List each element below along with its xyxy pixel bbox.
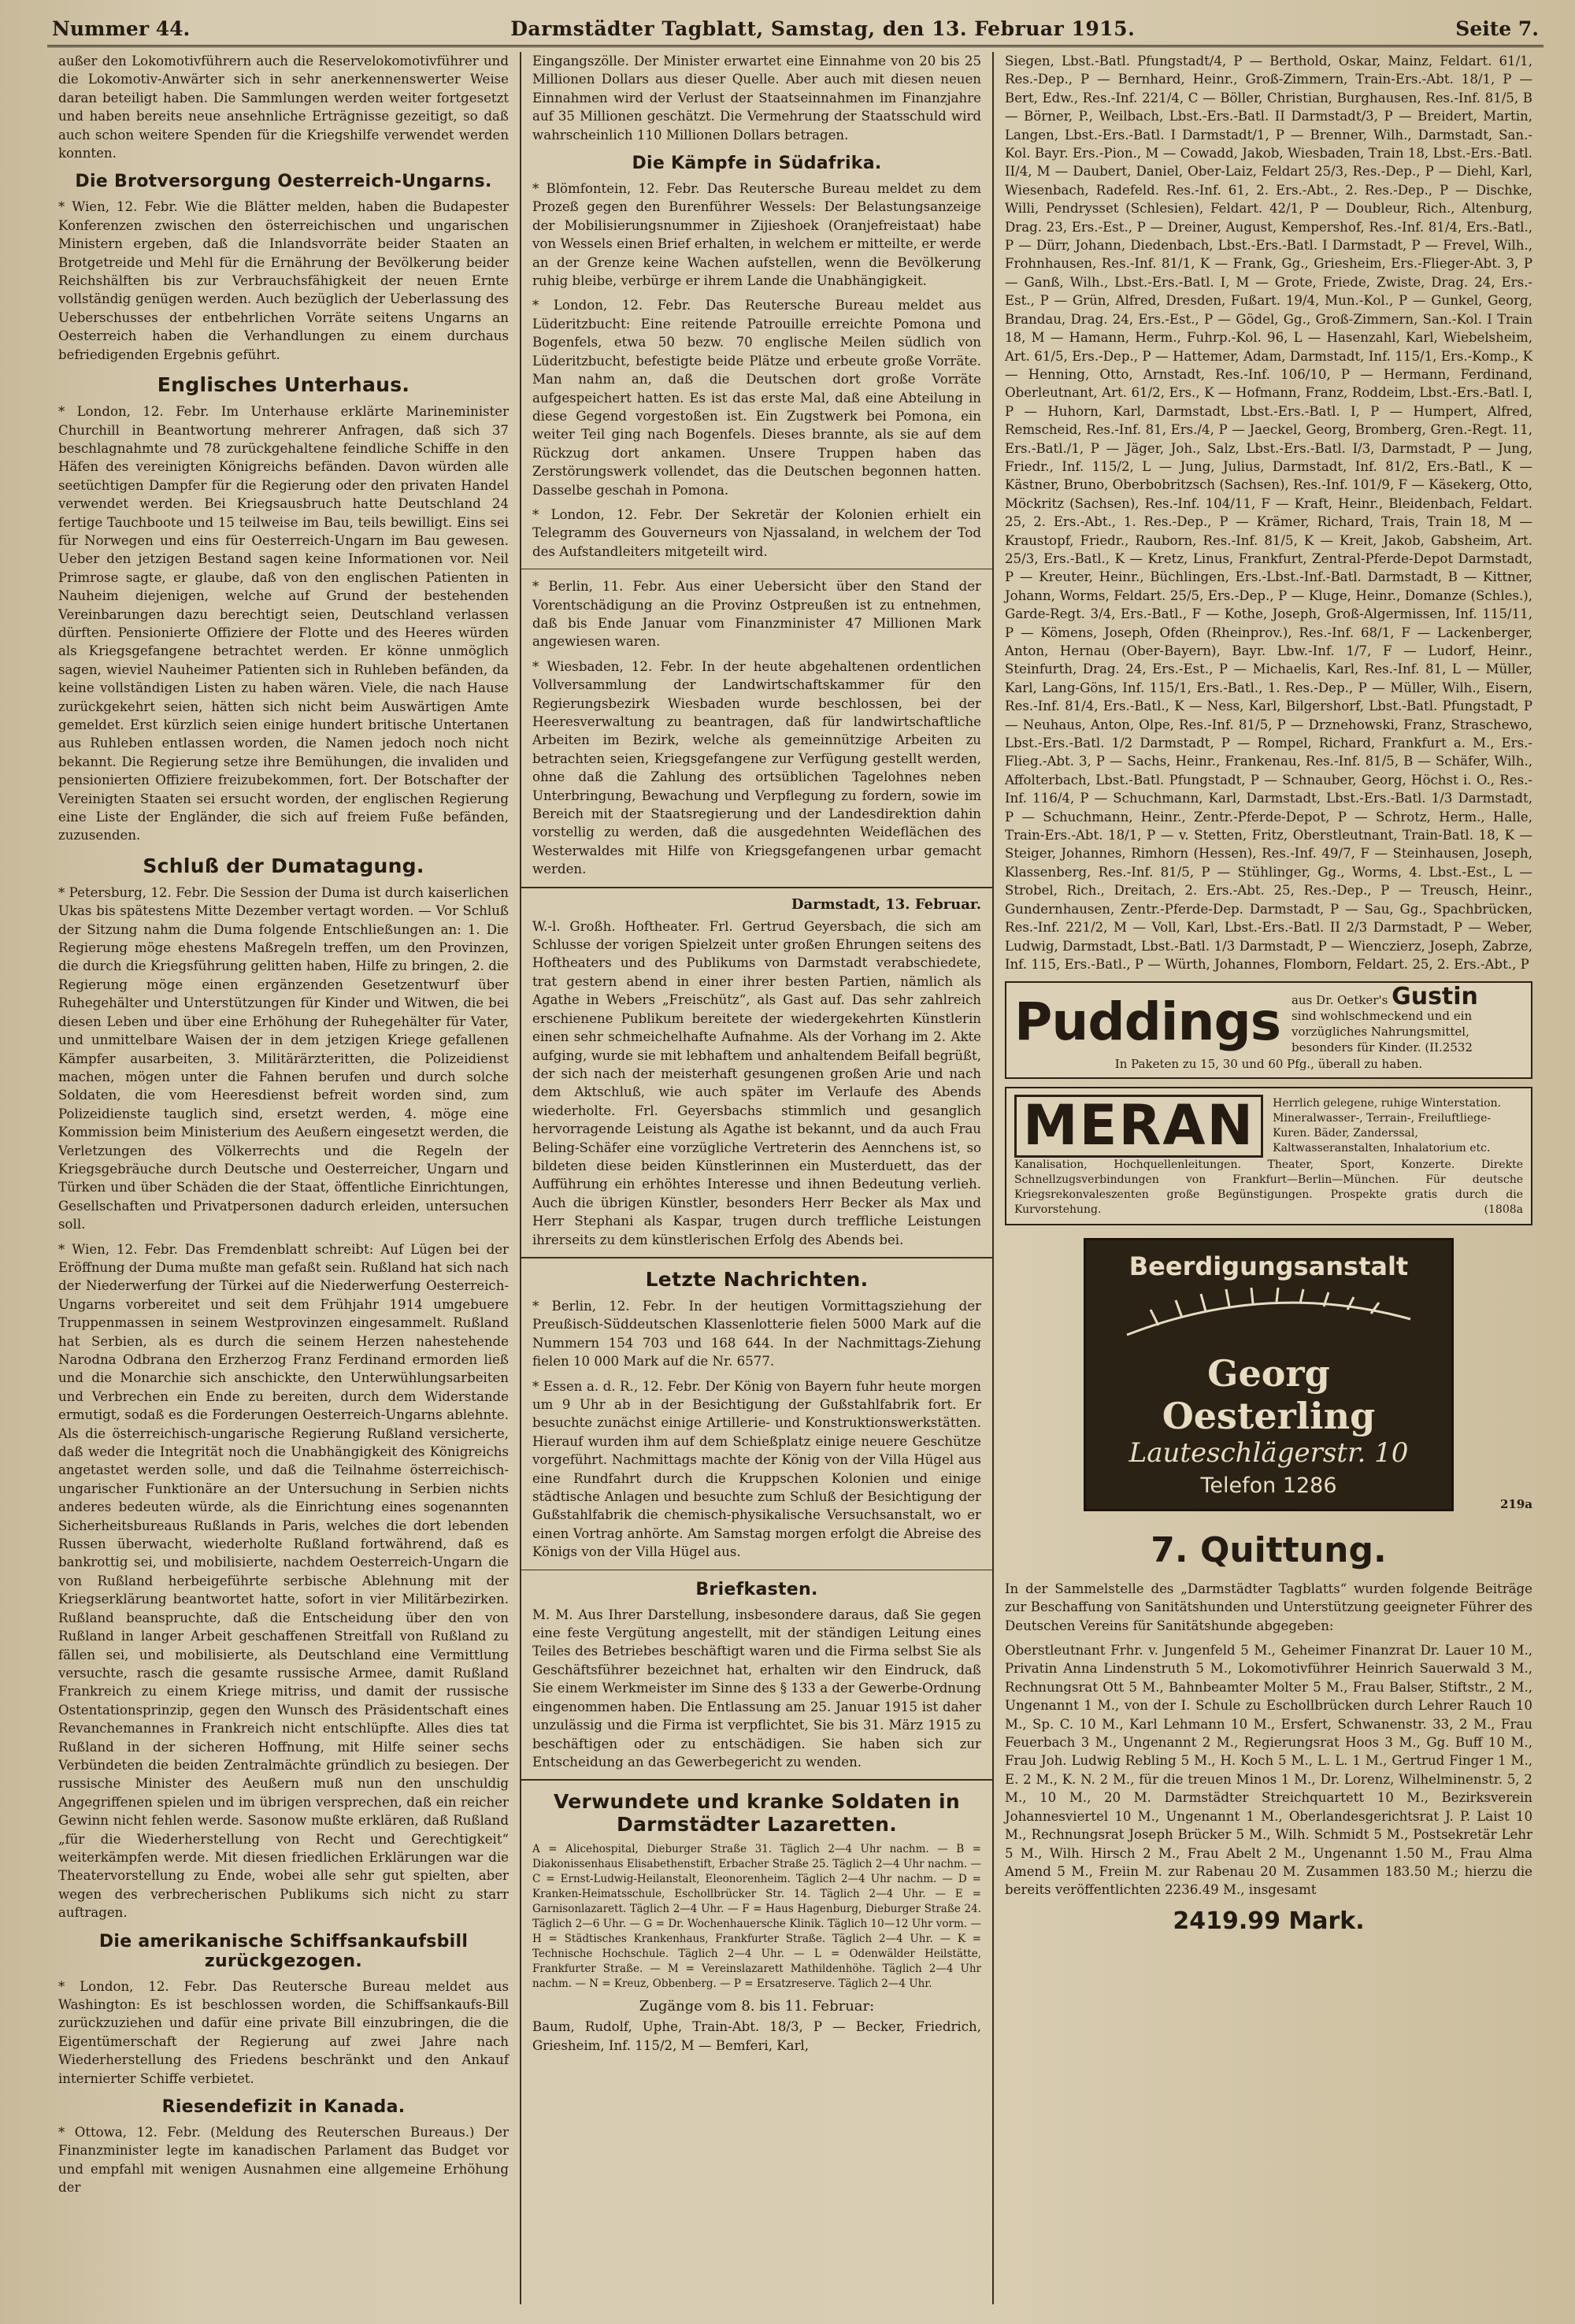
- ad-funeral-phone: Telefon 1286: [1200, 1473, 1337, 1498]
- article-text: * Petersburg, 12. Febr. Die Session der Duma ist durch kaiserlichen Ukas bis spätestens Mitte Dezember vertagt worden. — Vor Schluß der Sitzung nahm die Duma folgende Entschließungen an: 1. Die Regierung möge ehestens Maßregeln treffen, um den Provinzen, die durch die Kriegsführung gelitten haben, Hilfe zu bringen, 2. die Regierung möge einen ergänzenden Gesetzentwurf über Ruhegehälter und Unterstützungen für Kinder und Witwen, die bei diesen Leben und über eine Erhöhung der Ruhegehälter für Vater, und unmittelbare Waisen der in dem jetzigen Kriege gefallenen Kämpfer ausarbeiten, 3. Militärärzteritten, die Polizeidienst machen, mögen unter die Fahnen berufen und durch solche Soldaten, die vom Heeresdienst befreit worden sind, zum Polizeidienste tauglich sind, ersetzt werden, 4. möge eine Kommission beim Ministerium des Aeußern eingesetzt werden, die Verletzungen des Völkerrechts und die Regeln der Kriegsgebräuche durch Deutsche und Oesterreicher, Ungarn und Türken und über Schäden die der Staat, öffentliche Einrichtungen, Gesellschaften und Privatpersonen dadurch erleiden, untersuchen soll.: [58, 884, 509, 1232]
- article-text: * London, 12. Febr. Das Reutersche Bureau meldet aus Washington: Es ist beschlossen worden, die Schiffsankaufs-Bill zurückzuziehen und dafür eine private Bill einzubringen, die die Eigentümerschaft der Regierung auf zwei Jahre nach Wiederherstellung des Friedens beschränkt und den Ankauf internierter Schiffe verbietet.: [58, 1978, 509, 2086]
- masthead: [47, 14, 1544, 47]
- article-text: * Blömfontein, 12. Febr. Das Reutersche Bureau meldet zu dem Prozeß gegen den Burenführer Wessels: Der Belastungsanzeige der Mobilisierungsnummer in Zijieshoek (Oranjefreistaat) habe von Wessels einen Brief erhalten, in welchem er mitteilte, er werde an der Grenze keine Wachen aufstellen, wenn die Bevölkerung ruhig bleibe, verbürge er ihrem Lande die Unabhängigkeit.: [532, 181, 981, 289]
- article-text: außer den Lokomotivführern auch die Reservelokomotivführer und die Lokomotiv-Anwärter sich in sehr anerkennenswerter Weise daran beteiligt haben. Die Sammlungen werden weiter fortgesetzt und haben bereits neue ansehnliche Erträgnisse gezeitigt, so daß auch schon weitere Spenden für die Kriegshilfe verwendet werden konnten.: [58, 54, 509, 161]
- ad-funeral-name: Georg Oesterling: [1162, 1351, 1376, 1437]
- ad-ref: (1808a: [1484, 1203, 1523, 1216]
- ad-puddings-foot: In Paketen zu 15, 30 und 60 Pfg., überall zu haben.: [1114, 1057, 1423, 1072]
- issue-number: Nummer 44.: [52, 17, 191, 40]
- ad-meran-title: MERAN: [1014, 1095, 1263, 1158]
- casualty-list: Siegen, Lbst.-Batl. Pfungstadt/4, P — Berthold, Oskar, Mainz, Feldart. 61/1, Res.-Dep., P — Bernhard, Heinr., Groß-Zimmern, Train-Ers.-Abt. 18/1, P — Bert, Edw., Res.-Inf. 221/4, C — Böller, Christian, Burghausen, Res.-Inf. 81/5, B — Börner, P., Weilbach, Lbst.-Ers.-Batl. II Darmstadt/3, P — Breidert, Martin, Langen, Lbst.-Ers.-Batl. I Darmstadt/1, P — Brenner, Wilh., Darmstadt, San.-Kol. Bayr. Ers.-Pion., M — Cowadd, Jakob, Wiesbaden, Train 18, Lbst.-Ers.-Batl. II/4, M — Daubert, Daniel, Ober-Laiz, Feldart 25/3, Res.-Dep., P — Diehl, Karl, Wiesenbach, Radefeld. Res.-Inf. 61, 2. Ers.-Abt., 2. Res.-Dep., P — Dischke, Willi, Pendrysset (Schlesien), Feldart. 42/1, P — Doubleur, Rich., Altenburg, Drag. 23, Ers.-Est., P — Dreiner, August, Kempershof, Res.-Inf. 81/4, Ers.-Batl., P — Dürr, Johann, Diedenbach, Lbst.-Ers.-Batl. I Darmstadt, P — Frevel, Wilh., Frohnhausen, Res.-Inf. 81/1, K — Frank, Gg., Griesheim, Ers.-Flieger-Abt. 3, P — Ganß, Wilh., Lbst.-Ers.-Batl. I, M — Grote, Friede, Zwiste, Drag. 24, Ers.-Est., P — Grün, Alfred, Dresden, Fußart. 19/4, Mun.-Kol., P — Gunkel, Georg, Brandau, Drag. 24, Ers.-Est., P — Gödel, Gg., Groß-Zimmern, San.-Kol. I Train 18, M — Hamann, Herm., Fuhrp.-Kol. 96, L — Hasenzahl, Karl, Wiebelsheim, Art. 61/5, Ers.-Dep., P — Hattemer, Adam, Darmstadt, Inf. 115/1, Ers.-Komp., K — Henning, Otto, Arnstadt, Res.-Inf. 106/10, P — Hermann, Ferdinand, Oberleutnant, Art. 61/2, Ers., K — Hofmann, Franz, Roddeim, Lbst.-Ers.-Batl. I, P — Huhorn, Karl, Darmstadt, Lbst.-Ers.-Batl. I, P — Humpert, Alfred, Remscheid, Res.-Inf. 81, Ers./4, P — Jaeckel, Georg, Bromberg, Gren.-Regt. 11, Ers.-Batl./1, P — Jäger, Joh., Salz, Lbst.-Ers.-Batl. I/3, Darmstadt, P — Jung, Friedr., Inf. 115/2, L — Jung, Julius, Darmstadt, Inf. 81/2, Ers.-Batl., K — Kästner, Bruno, Oberbobritzsch (Sachsen), Res.-Inf. 101/9, F — Käsekerg, Otto, Möckritz (Sachsen), Res.-Inf. 104/11, F — Kraft, Heinr., Bleidenbach, Feldart. 25, 2. Ers.-Abt., 1. Res.-Dep., P — Krämer, Richard, Trais, Train 18, M — Kraustopf, Friedr., Rauborn, Res.-Inf. 81/5, K — Kreit, Jakob, Gabsheim, Art. 25/3, Ers.-Batl., K — Kretz, Linus, Frankfurt, Zentral-Pferde-Depot Darmstadt, P — Kreuter, Heinr., Büchlingen, Ers.-Lbst.-Inf.-Batl. Darmstadt, B — Kittner, Johann, Worms, Feldart. 25/5, Ers.-Dep., P — Kluge, Heinr., Domanze (Schles.), Garde-Regt. 3/4, Ers.-Batl., F — Kothe, Joseph, Groß-Algermissen, Inf. 115/11, P — Kömens, Joseph, Ofden (Rheinprov.), Res.-Inf. 68/1, F — Lackenberger, Anton, Hernau (Ober-Bayern), Bayr. Lbw.-Inf. 1/7, F — Ludorf, Heinr., Steinfurth, Drag. 24, Ers.-Est., P — Michaelis, Karl, Res.-Inf. 81, L — Müller, Karl, Lang-Göns, Inf. 115/1, Ers.-Batl., 1. Res.-Dep., P — Müller, Wilh., Eisern, Res.-Inf. 81/4, Ers.-Batl., K — Ness, Karl, Bilgershorf, Lbst.-Batl. Pfungstadt, P — Neuhaus, Anton, Olpe, Res.-Inf. 81/5, P — Drznehowski, Franz, Straschewo, Lbst.-Ers.-Batl. 1/2 Darmstadt, P — Rompel, Richard, Frankfurt a. M., Ers.-Flieg.-Abt. 3, P — Sachs, Heinr., Frankenau, Res.-Inf. 81/5, B — Schäfer, Wilh., Affolterbach, Lbst.-Batl. Pfungstadt, P — Schnauber, Georg, Höchst i. O., Res.-Inf. 116/4, P — Schuchmann, Karl, Darmstadt, Lbst.-Ers.-Batl. 1/3 Darmstadt, P — Schuchmann, Heinr., Zentr.-Pferde-Depot, P — Schrotz, Herm., Halle, Train-Ers.-Abt. 18/1, P — v. Stetten, Fritz, Oberstleutnant, Train-Batl. 18, K — Steiger, Johannes, Rimhorn (Hessen), Res.-Inf. 49/7, F — Steinhausen, Joseph, Klassenberg, Res.-Inf. 81/5, P — Stühlinger, Gg., Worms, 4. Lbst.-Est., L — Strobel, Rich., Dreitach, 2. Ers.-Abt. 25, Res.-Dep., P — Treusch, Heinr., Gundernhausen, Zentr.-Pferde-Dep. Darmstadt, P — Sau, Gg., Spachbrücken, Res.-Inf. 221/2, M — Voll, Karl, Lbst.-Ers.-Batl. II 2/3 Darmstadt, P — Weber, Ludwig, Darmstadt, Lbst.-Batl. 1/3 Darmstadt, P — Wienczierz, Joseph, Zabrze, Inf. 115, Ers.-Batl., P — Würth, Johannes, Flomborn, Feldart. 25, 2. Ers.-Abt., P: [1005, 54, 1532, 972]
- headline: 7. Quittung.: [1151, 1529, 1387, 1570]
- ad-ref: 219a: [1499, 1496, 1532, 1511]
- article-text: * Berlin, 11. Febr. Aus einer Uebersicht über den Stand der Vorentschädigung an die Provinz Ostpreußen ist zu entnehmen, daß bis Ende Januar vom Finanzminister 47 Millionen Mark angewiesen waren.: [532, 579, 981, 650]
- article-text: Oberstleutnant Frhr. v. Jungenfeld 5 M., Geheimer Finanzrat Dr. Lauer 10 M., Privatin Anna Lindenstruth 5 M., Lokomotivführer Heinrich Sauerwald 3 M., Rechnungsrat Ott 5 M., Bahnbeamter Molter 5 M., Frau Balser, Stiftstr., 2 M., Ungenannt 1 M., von der I. Schule zu Eschollbrücken durch Lehrer Rauch 10 M., Sp. C. 10 M., Karl Lehmann 10 M., Ersfert, Schwanenstr. 33, 2 M., Frau Feuerbach 3 M., Ungenannt 2 M., Regierungsrat Hoos 3 M., Gg. Buff 10 M., Frau Joh. Ludwig Rebling 5 M., H. Koch 5 M., L. L. 1 M., Gertrud Finger 1 M., E. 2 M., K. N. 2 M., für die treuen Minos 1 M., Dr. Lorenz, Wilhelminenstr. 5, 2 M., 10 M., 20 M. Darmstädter Streichquartett 10 M., Bezirksverein Johannesviertel 10 M., Ungenannt 1 M., Oberlandesgerichtsrat J. P. Laist 10 M., Rechnungsrat Joseph Brücker 5 M., Wilh. Schmidt 5 M., Postsekretär Lehr 5 M., Wilh. Hirsch 2 M., Frau Abelt 2 M., Ungenannt 1.50 M., Frau Alma Amend 5 M., Freiin M. zur Rabenau 20 M. Zusammen 183.50 M.; hierzu die bereits veröffentlichten 2236.49 M., insgesamt: [1005, 1643, 1532, 1898]
- headline: Verwundete und kranke Soldaten in Darmstädter Lazaretten.: [553, 1790, 961, 1837]
- headline: Englisches Unterhaus.: [157, 373, 410, 397]
- donation-total: 2419.99 Mark.: [1173, 1907, 1365, 1935]
- article-text: * Essen a. d. R., 12. Febr. Der König von Bayern fuhr heute morgen um 9 Uhr ab in der Besichtigung der Gußstahlfabrik fort. Er besuchte zunächst einige Artillerie- und Konstruktionswerkstätten. Hierauf wurden ihm auf dem Schießplatz einige neuere Geschütze vorgeführt. Nachmittags machte der König von der Villa Hügel aus eine Rundfahrt durch die Kruppschen Kolonien und einige städtische Anlagen und besuchte zum Schluß der Besichtigung der Gußstahlfabrik die chemisch-physikalische Versuchsanstalt, wo er einen Vortrag anhörte. Am Samstag morgen erfolgt die Abreise des Königs von der Villa Hügel aus.: [532, 1378, 981, 1560]
- palm-branch-icon: [1111, 1288, 1426, 1343]
- ad-puddings-title: Puddings: [1014, 991, 1280, 1053]
- local-dateline: Darmstadt, 13. Februar.: [791, 895, 981, 913]
- article-text: * Wien, 12. Febr. Wie die Blätter melden, haben die Budapester Konferenzen zwischen den österreichischen und ungarischen Ministern ergeben, daß die Inlandsvorräte beider Staaten an Brotgetreide und Mehl für die Ernährung der Bevölkerung beider Reichshälften bis zur Verbrauchsfähigkeit der neuen Ernte vollständig genügen werden. Auch bezüglich der Ueberlassung des Ueberschusses der entbehrlichen Vorräte seitens Ungarns an Oesterreich haben die Verhandlungen zu einem durchaus befriedigenden Ergebnis geführt.: [58, 199, 509, 362]
- ad-meran: [1005, 1087, 1532, 1225]
- article-text: * Berlin, 12. Febr. In der heutigen Vormittagsziehung der Preußisch-Süddeutschen Klassenlotterie fielen 5000 Mark auf die Nummern 154 703 und 168 644. In der Nachmittags-Ziehung fielen 10 000 Mark auf die Nr. 6577.: [532, 1298, 981, 1370]
- headline: Schluß der Dumatagung.: [143, 854, 424, 877]
- article-text: Baum, Rudolf, Uphe, Train-Abt. 18/3, P — Becker, Friedrich, Griesheim, Inf. 115/2, M — Bemferi, Karl,: [532, 2019, 981, 2053]
- subheading: Zugänge vom 8. bis 11. Februar:: [639, 1998, 875, 2015]
- article-text: * Ottowa, 12. Febr. (Meldung des Reuterschen Bureaus.) Der Finanzminister legte im kanadischen Parlament das Budget vor und empfahl mit wenigen Ausnahmen eine allgemeine Erhöhung der: [58, 2125, 509, 2196]
- column-1: [47, 52, 520, 2304]
- ad-funeral-address: Lauteschlägerstr. 10: [1128, 1436, 1409, 1469]
- columns: [47, 52, 1544, 2304]
- ad-funeral-home: [1084, 1238, 1454, 1511]
- article-text: M. M. Aus Ihrer Darstellung, insbesondere daraus, daß Sie gegen eine feste Vergütung angestellt, mit der ständigen Leitung eines Teiles des Betriebes beschäftigt waren und die Firma selbst Sie als Geschäftsführer bezeichnet hat, erhalten wir den Eindruck, daß Sie einem Werkmeister im Sinne des § 133 a der Gewerbe-Ordnung eingenommen haben. Die Entlassung am 25. Januar 1915 ist daher unzulässig und die Firma ist verpflichtet, Sie bis 31. März 1915 zu beschäftigen oder zu entschädigen. Sie haben sich zur Entscheidung an das Gewerbegericht zu wenden.: [532, 1607, 981, 1770]
- headline: Briefkasten.: [695, 1579, 818, 1599]
- ad-puddings-from: aus Dr. Oetker's: [1291, 993, 1388, 1008]
- lazarett-legend: [532, 1842, 981, 1992]
- headline: Die Brotversorgung Oesterreich-Ungarns.: [75, 172, 492, 192]
- column-3: [992, 52, 1544, 2304]
- column-2: [520, 52, 992, 2304]
- article-text: * Wien, 12. Febr. Das Fremdenblatt schreibt: Auf Lügen bei der Eröffnung der Duma mußte man gefaßt sein. Rußland hat sich nach der Niederwerfung der Türkei auf die Niederwerfung Oesterreich-Ungarns vorbereitet und seit dem Frühjahr 1914 umgebuere Truppenmassen in seinem Westprovinzen eingesammelt. Rußland hat Serbien, als es durch die seinem Herzen nahestehende Narodna Odbrana den Erzherzog Franz Ferdinand ermorden ließ und die Monarchie sich anschickte, den Unterwühlungsarbeiten und Verbrechen ein Ende zu bereiten, durch dem Widerstande ermutigt, sodaß es die Forderungen Oesterreich-Ungarns ablehnte. Als die österreichisch-ungarische Regierung Rußland versicherte, daß weder die Integrität noch die Unabhängigkeit des Königreichs angetastet werden solle, und daß die Teilnahme österreichisch-ungarischer Funktionäre an der Untersuchung in Serbien nichts anderes bedeuten würde, als die Einrichtung eines sogenannten Sicherheitsbureaus Rußlands in Paris, welches die dort lebenden Russen überwacht, wiederholte Rußland fortwährend, daß es bankrottig sei, und mobilisierte, nachdem Oesterreich-Ungarn die von Rußland herbeigeführte serbische Ablehnung mit der Kriegserklärung beantwortet hatte, sofort in vier Militärbezirken. Rußland beanspruchte, daß die Entscheidung über den von Rußland in langer Arbeit geschaffenen Streitfall von Rußland zu fällen sei, und mobilisierte, als Deutschland eine Vermittlung versuchte, rasch die gesamte russische Armee, damit Rußland Frankreich zu einem Kriege mitriss, und damit der russische Ostentationsprinzip, gegen den Wunsch des Präsidentschaft eines Revanchemannes in Frankreich nicht entschlüpfte. Alles dies tat Rußland in der sicheren Hoffnung, mit Hilfe seiner sechs Verbündeten die beiden Zentralmächte gründlich zu besiegen. Der russische Minister des Aeußern muß nun den unschuldig Angegriffenen spielen und im übrigen versprechen, daß ein reicher Gewinn nicht fehlen werde. Sasonow mußte erklären, daß Rußland „für die Wiederherstellung von Recht und Gerechtigkeit“ weiterkämpfen werde. Mit diesen friedlichen Erklärungen war die Theatervorstellung zu Ende, wobei alle sehr gut spielten, aber wegen des verbrecherischen Publikums sich nicht zu starr auftragen.: [58, 1241, 509, 1921]
- headline: Riesendefizit in Kanada.: [161, 2097, 406, 2118]
- headline: Die amerikanische Schiffsankaufsbill zurückgezogen.: [98, 1931, 469, 1971]
- article-text: * Wiesbaden, 12. Febr. In der heute abgehaltenen ordentlichen Vollversammlung der Landwirtschaftskammer für den Regierungsbezirk Wiesbaden wurde beschlossen, bei der Heeresverwaltung zu beantragen, daß für landwirtschaftliche Arbeiten im Bezirk, welche als gemeinnützige Arbeiten zu betrachten seien, Kriegsgefangene zur Verfügung gestellt werden, ohne daß die Zahlung des ortsüblichen Tagelohnes neben Unterbringung, Bewachung und Verpflegung zu fordern, sowie im Bereich mit der Staatsregierung und der Landesdirektion dahin vorstellig zu werden, daß die ausgedehnten Weideflächen des Westerwaldes mit Hilfe von Kriegsgefangenen urbar gemacht werden.: [532, 658, 981, 877]
- ad-meran-text: Herrlich gelegene, ruhige Winterstation. Mineralwasser-, Terrain-, Freiluftliege-Kuren. Bäder, Zanderssal, Kaltwasseranstalten, Inhalatorium etc.: [1273, 1097, 1502, 1155]
- article-text: Eingangszölle. Der Minister erwartet eine Einnahme von 20 bis 25 Millionen Dollars aus dieser Quelle. Aber auch mit diesen neuen Einnahmen wird der Verlust der Staatseinnahmen im Finanzjahre auf 35 Millionen geschätzt. Die Vermehrung der Staatsschuld wird wahrscheinlich 110 Millionen Dollars betragen.: [532, 54, 981, 143]
- article-text: * London, 12. Febr. Der Sekretär der Kolonien erhielt ein Telegramm des Gouverneurs von Njassaland, in welchem der Tod des Aufstandleiters mitgeteilt wird.: [532, 506, 981, 559]
- divider: [521, 887, 992, 888]
- article-text: W.-l. Großh. Hoftheater. Frl. Gertrud Geyersbach, die sich am Schlusse der vorigen Spielzeit unter großen Ehrungen seitens des Hoftheaters und des Publikums von Darmstadt verabschiedete, trat gestern abend in einer ihrer besten Partien, nämlich als Agathe in Webers „Freischütz“, als Gast auf. Das sehr zahlreich erschienene Publikum bereitete der wiedergekehrten Künstlerin einen sehr schmeichelhafte Aufnahme. Als der Vorhang im 2. Akte aufging, wurde sie mit lebhaftem und anhaltendem Beifall begrüßt, der sich nach der meisterhaft gesungenen großen Arie und nach dem Aktschluß, wie auch später im Verlaufe des Abends wiederholte. Frl. Geyersbachs stimmlich und gesanglich hervorragende Leistung als Agathe ist bekannt, und da auch Frau Beling-Schäfer eine vorzügliche Vertreterin des Aennchens ist, so bildeten diese beiden Künstlerinnen ein Musterduett, das der Aufführung ein erhöhtes Interesse und ihnen Bedeutung verlieh. Auch die übrigen Künstler, besonders Herr Becker als Max und Herr Stephani als Kaspar, trugen durch treffliche Leistungen ihrerseits zu dem künstlerischen Erfolg des Abends bei.: [532, 918, 981, 1247]
- ad-puddings: [1005, 981, 1532, 1079]
- page-number: Seite 7.: [1455, 17, 1539, 40]
- paper-title-date: Darmstädter Tagblatt, Samstag, den 13. Februar 1915.: [510, 17, 1136, 40]
- headline: Letzte Nachrichten.: [645, 1267, 869, 1291]
- article-text: * London, 12. Febr. Das Reutersche Bureau meldet aus Lüderitzbucht: Eine reitende Patrouille erreichte Pomona und Bogenfels, etwa 50 bezw. 70 englische Meilen südlich von Lüderitzbucht, befestigte beide Plätze und erbeute große Vorräte. Man nahm an, daß die Deutschen dort große Vorräte aufgespeichert hatten. Es ist das erste Mal, daß eine Abteilung in diese Gegend vorgestoßen ist. Ein Zugstwerk bei Pomona, ein weiter Teil ging nach Bogenfels. Dieses brannte, als sie auf dem Rückzug dort ankamen. Unsere Truppen haben das Zerstörungswerk vollendet, das die Deutschen begonnen hatten. Dasselbe geschah in Pomona.: [532, 298, 981, 498]
- headline: Die Kämpfe in Südafrika.: [632, 154, 882, 174]
- ad-puddings-brand: Gustin: [1392, 983, 1478, 1011]
- legend-text: A = Alicehospital, Dieburger Straße 31. Täglich 2—4 Uhr nachm. — B = Diakonissenhaus Elisabethenstift, Erbacher Straße 25. Täglich 2—4 Uhr nachm. — C = Ernst-Ludwig-Heilanstalt, Eleonorenheim. Täglich 2—4 Uhr nachm. — D = Kranken-Heimatsschule, Eschollbrücker Str. 14. Täglich 2—4 Uhr. — E = Garnisonlazarett. Täglich 2—4 Uhr. — F = Haus Hagenburg, Dieburger Straße 24. Täglich 2—6 Uhr. — G = Dr. Wochenhauersche Klinik. Täglich 10—12 Uhr vorm. — H = Städtisches Krankenhaus, Frankfurter Straße. Täglich 2—4 Uhr. — K = Technische Hochschule. Täglich 2—4 Uhr. — L = Odenwälder Heilstätte, Frankfurter Straße. — M = Vereinslazarett Mathildenhöhe. Täglich 2—4 Uhr nachm. — N = Kreuz, Obbenberg. — P = Ersatzreserve. Täglich 2—4 Uhr.: [532, 1843, 981, 1991]
- article-text: * London, 12. Febr. Im Unterhause erklärte Marineminister Churchill in Beantwortung mehrerer Anfragen, daß sich 37 beschlagnahmte und 78 zurückgehaltene feindliche Schiffe in den Häfen des vereinigten Königreichs befänden. Davon würden alle seetüchtigen Dampfer für die Regierung oder den privaten Handel verwendet werden. Bei Kriegsausbruch hatte Deutschland 24 fertige Tauchboote und 15 teilweise im Bau, teils bewilligt. Eins sei für Norwegen und eins für Oesterreich-Ungarn im Bau gewesen. Ueber den jetzigen Bestand sagen keine Informationen vor. Neil Primrose sagte, er glaube, daß von den englischen Patienten in Nauheim diejenigen, welche auf Grund der bestehenden Vereinbarungen dazu berechtigt seien, Deutschland verlassen dürften. Pensionierte Offiziere der Flotte und des Heeres würden als Kriegsgefangene betrachtet werden. Er könne unmöglich sagen, wieviel Nauheimer Patienten sich in Ruhleben befänden, da keine vollständigen Listen zu haben wären. Viele, die nach Hause zurückgekehrt seien, hätten sich nicht beim Auswärtigen Amte gemeldet. Erst kürzlich seien einige hundert britische Untertanen aus Ruhleben entlassen worden, die Namen jedoch noch nicht bekannt. Die Regierung setze ihre Bemühungen, die invaliden und pensionierten Offiziere freizubekommen, fort. Der Botschafter der Vereinigten Staaten sei ersucht worden, der englischen Regierung eine Liste der Engländer, die sich auf freiem Fuße befänden, zuzusenden.: [58, 404, 509, 843]
- article-text: In der Sammelstelle des „Darmstädter Tagblatts“ wurden folgende Beiträge zur Beschaffung von Sanitätshunden und Unterstützung geeigneter Führer des Deutschen Vereins für Sanitätshunde abgegeben:: [1005, 1581, 1532, 1633]
- ad-meran-foot: Kanalisation, Hochquellenleitungen. Theater, Sport, Konzerte. Direkte Schnellzugsverbindungen von Frankfurt—Berlin—München. Für deutsche Kriegsrekonvaleszenten große Begünstigungen. Prospekte gratis durch die Kurvorstehung.: [1014, 1158, 1523, 1216]
- ad-funeral-title: Beerdigungsanstalt: [1128, 1251, 1409, 1281]
- divider: [521, 1257, 992, 1258]
- divider: [521, 1779, 992, 1781]
- ad-puddings-text: sind wohlschmeckend und ein vorzügliches Nahrungsmittel, besonders für Kinder. (II.2532: [1291, 1009, 1473, 1055]
